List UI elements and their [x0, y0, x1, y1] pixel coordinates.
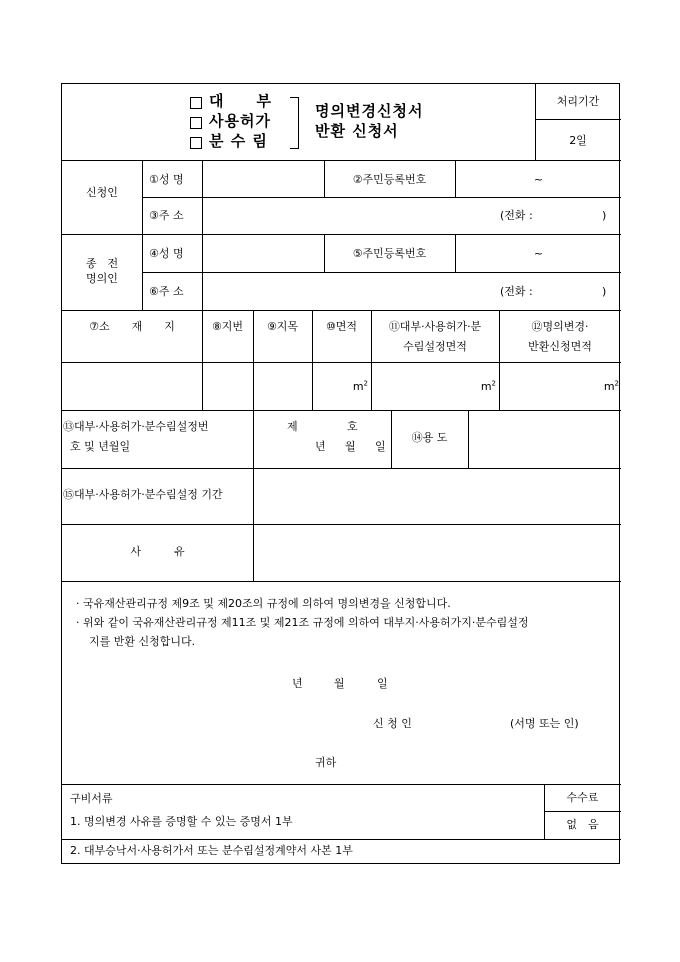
lease-area-unit: $m^2$: [480, 379, 496, 393]
location-header: ⑦소 재 지: [89, 320, 175, 333]
location-field[interactable]: [63, 363, 201, 409]
previous-phone-label: (전화 :: [500, 285, 533, 298]
usage-field[interactable]: [469, 411, 620, 467]
applicant-phone-label: (전화 :: [500, 209, 533, 222]
applicant-phone-close: ): [602, 209, 607, 222]
contract-no-suffix: 호: [347, 420, 358, 433]
sign-date-month: 월: [334, 677, 345, 690]
applicant-label: 신청인: [86, 186, 118, 199]
reason-field[interactable]: [254, 525, 620, 580]
lease-area-header-2: 수림설정면적: [403, 340, 467, 353]
checkbox-use-permit[interactable]: [190, 117, 202, 129]
documents-title: 구비서류: [70, 792, 113, 805]
option-use-permit: 사용허가: [209, 112, 271, 130]
previous-id-field[interactable]: ~: [533, 247, 544, 260]
sign-date-day: 일: [377, 677, 388, 690]
recipient-label: 귀하: [315, 756, 337, 769]
previous-name-field[interactable]: [203, 235, 323, 271]
signature-note[interactable]: (서명 또는 인): [510, 717, 579, 730]
previous-name-label: ④성 명: [149, 247, 184, 260]
applicant-name-field[interactable]: [203, 161, 323, 196]
option-forest-share: 분 수 림: [209, 132, 268, 150]
options-bracket: [290, 97, 299, 149]
fee-value: 없 음: [566, 818, 599, 831]
applicant-id-label: ②주민등록번호: [352, 173, 427, 186]
form-title-return: 반환 신청서: [315, 122, 399, 140]
contract-month: 월: [345, 440, 356, 453]
area-header: ⑩면적: [325, 320, 358, 333]
lot-number-header: ⑧지번: [211, 320, 244, 333]
document-item: 2. 대부승낙서·사용허가서 또는 분수림설정계약서 사본 1부: [70, 844, 353, 857]
previous-id-label: ⑤주민등록번호: [352, 247, 427, 260]
applicant-sign-label: 신 청 인: [373, 717, 412, 730]
period-label: ⑮대부·사용허가·분수림설정 기간: [63, 488, 223, 501]
processing-period-value: 2일: [569, 134, 587, 147]
contract-year: 년: [315, 440, 326, 453]
reason-label: 사 유: [130, 545, 185, 558]
previous-address-field[interactable]: [203, 273, 503, 309]
change-area-header-1: ⑫명의변경·: [531, 320, 589, 333]
previous-address-label: ⑥주 소: [149, 285, 184, 298]
change-area-unit: $m^2$: [603, 379, 619, 393]
checkbox-lease[interactable]: [190, 97, 202, 109]
option-lease: 대 부: [209, 92, 272, 110]
contract-number-label-2: 호 및 년월일: [70, 440, 131, 453]
processing-period-label: 처리기간: [556, 95, 600, 108]
applicant-name-label: ①성 명: [149, 173, 184, 186]
form-title-change: 명의변경신청서: [315, 102, 424, 120]
sign-date-year: 년: [292, 677, 303, 690]
applicant-address-label: ③주 소: [149, 209, 184, 222]
fee-label: 수수료: [566, 791, 599, 804]
previous-holder-label-1: 종 전: [85, 257, 119, 270]
document-item: 1. 명의변경 사유를 증명할 수 있는 증명서 1부: [70, 815, 293, 828]
land-category-header: ⑨지목: [266, 320, 299, 333]
statement-line-2: · 위와 같이 국유재산관리규정 제11조 및 제21조 규정에 의하여 대부지·사용허가지·분수림설정: [76, 616, 529, 629]
applicant-id-field[interactable]: ~: [533, 173, 544, 186]
contract-number-label-1: ⑬대부·사용허가·분수림설정번: [63, 420, 209, 433]
previous-phone-close: ): [602, 285, 607, 298]
statement-line-3: 지를 반환 신청합니다.: [89, 635, 196, 648]
application-form: [61, 83, 620, 864]
lease-area-header-1: ⑪대부·사용허가·분: [388, 320, 482, 333]
previous-holder-label-2: 명의인: [86, 272, 118, 285]
contract-no-prefix: 제: [287, 420, 298, 433]
usage-label: ⑭용 도: [411, 431, 448, 444]
period-field[interactable]: [254, 469, 620, 523]
statement-line-1: · 국유재산관리규정 제9조 및 제20조의 규정에 의하여 명의변경을 신청합니다.: [76, 597, 451, 610]
applicant-address-field[interactable]: [203, 198, 503, 234]
checkbox-forest-share[interactable]: [190, 137, 202, 149]
contract-day: 일: [375, 440, 386, 453]
change-area-header-2: 반환신청면적: [528, 340, 592, 353]
area-unit: $m^2$: [352, 379, 368, 393]
